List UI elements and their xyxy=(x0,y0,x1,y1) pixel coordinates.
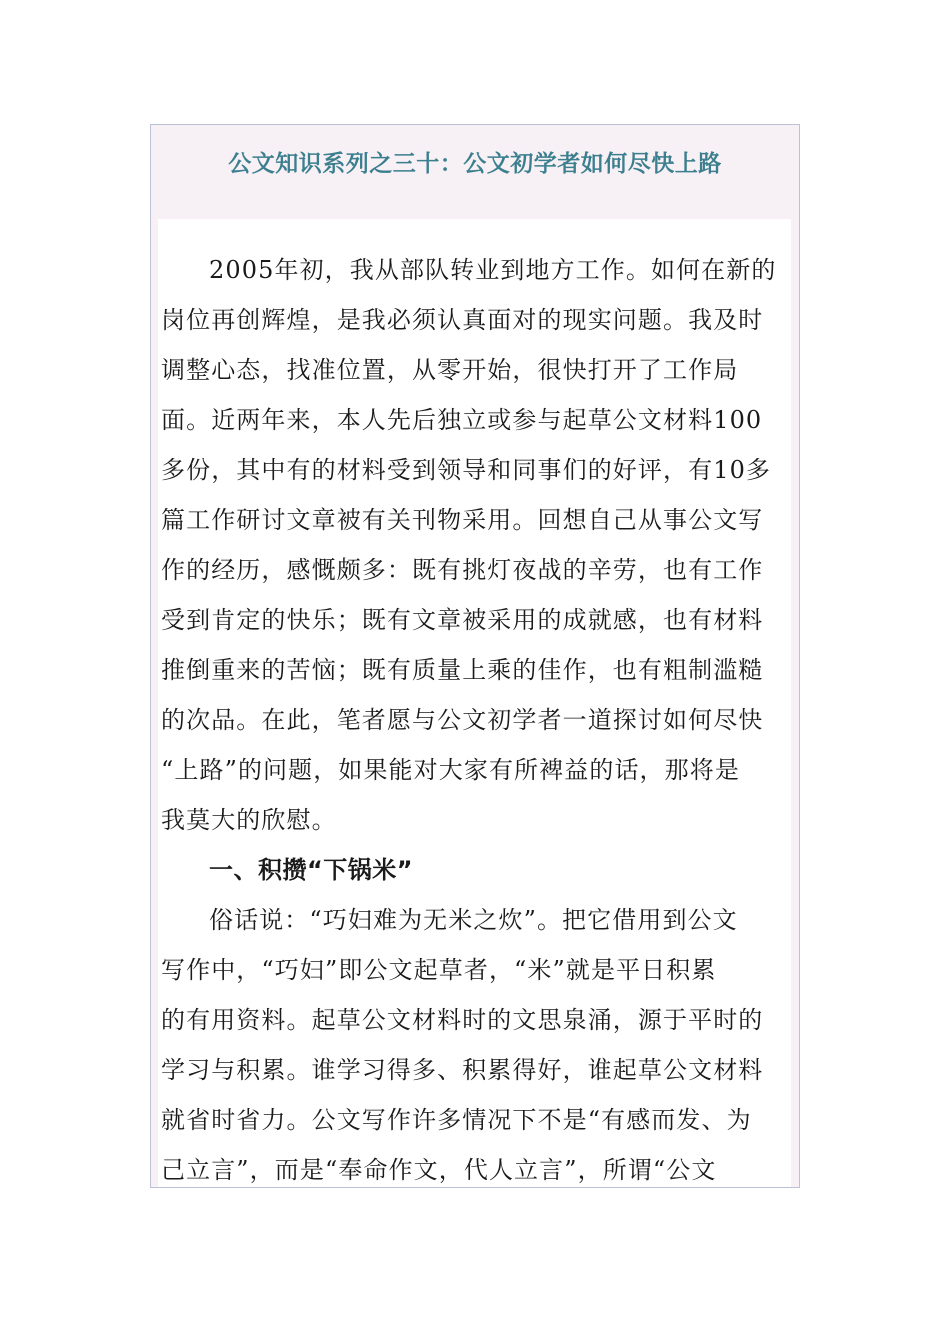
paragraph-2-line-2: 写作中，“巧妇”即公文起草者，“米”就是平日积累 xyxy=(161,956,717,984)
document-frame xyxy=(150,124,800,1188)
paragraph-1-line-7: 作的经历，感慨颇多：既有挑灯夜战的辛劳，也有工作 xyxy=(161,556,764,584)
section-heading-1: 一、积攒“下锅米” xyxy=(209,856,414,884)
paragraph-1-line-11: “上路”的问题，如果能对大家有所裨益的话，那将是 xyxy=(161,756,740,784)
paragraph-1-line-3: 调整心态，找准位置，从零开始，很快打开了工作局 xyxy=(161,356,739,384)
body-text xyxy=(161,255,777,1188)
paragraph-2-line-5: 就省时省力。公文写作许多情况下不是“有感而发、为 xyxy=(161,1106,752,1134)
paragraph-1-line-5: 多份，其中有的材料受到领导和同事们的好评，有10多 xyxy=(161,456,772,484)
paragraph-2-line-4: 学习与积累。谁学习得多、积累得好，谁起草公文材料 xyxy=(161,1056,764,1084)
paragraph-1-line-2: 岗位再创辉煌，是我必须认真面对的现实问题。我及时 xyxy=(161,306,764,334)
paragraph-1-line-6: 篇工作研讨文章被有关刊物采用。回想自己从事公文写 xyxy=(161,506,764,534)
paragraph-1-line-1: 2005年初，我从部队转业到地方工作。如何在新的 xyxy=(209,256,777,284)
paragraph-1-line-8: 受到肯定的快乐；既有文章被采用的成就感，也有材料 xyxy=(161,606,764,634)
paragraph-1-line-9: 推倒重来的苦恼；既有质量上乘的佳作，也有粗制滥糙 xyxy=(161,656,764,684)
paragraph-1-line-10: 的次品。在此，笔者愿与公文初学者一道探讨如何尽快 xyxy=(161,706,764,734)
paragraph-1-line-12: 我莫大的欣慰。 xyxy=(161,806,337,834)
document-title: 公文知识系列之三十：公文初学者如何尽快上路 xyxy=(228,151,722,177)
paragraph-2-line-1: 俗话说：“巧妇难为无米之炊”。把它借用到公文 xyxy=(209,906,738,934)
paragraph-2-line-6: 己立言”，而是“奉命作文，代人立言”，所谓“公文 xyxy=(161,1156,717,1184)
paragraph-1-line-4: 面。近两年来，本人先后独立或参与起草公文材料100 xyxy=(161,406,763,434)
paragraph-2-line-3: 的有用资料。起草公文材料时的文思泉涌，源于平时的 xyxy=(161,1006,764,1034)
document-body xyxy=(158,219,791,1187)
